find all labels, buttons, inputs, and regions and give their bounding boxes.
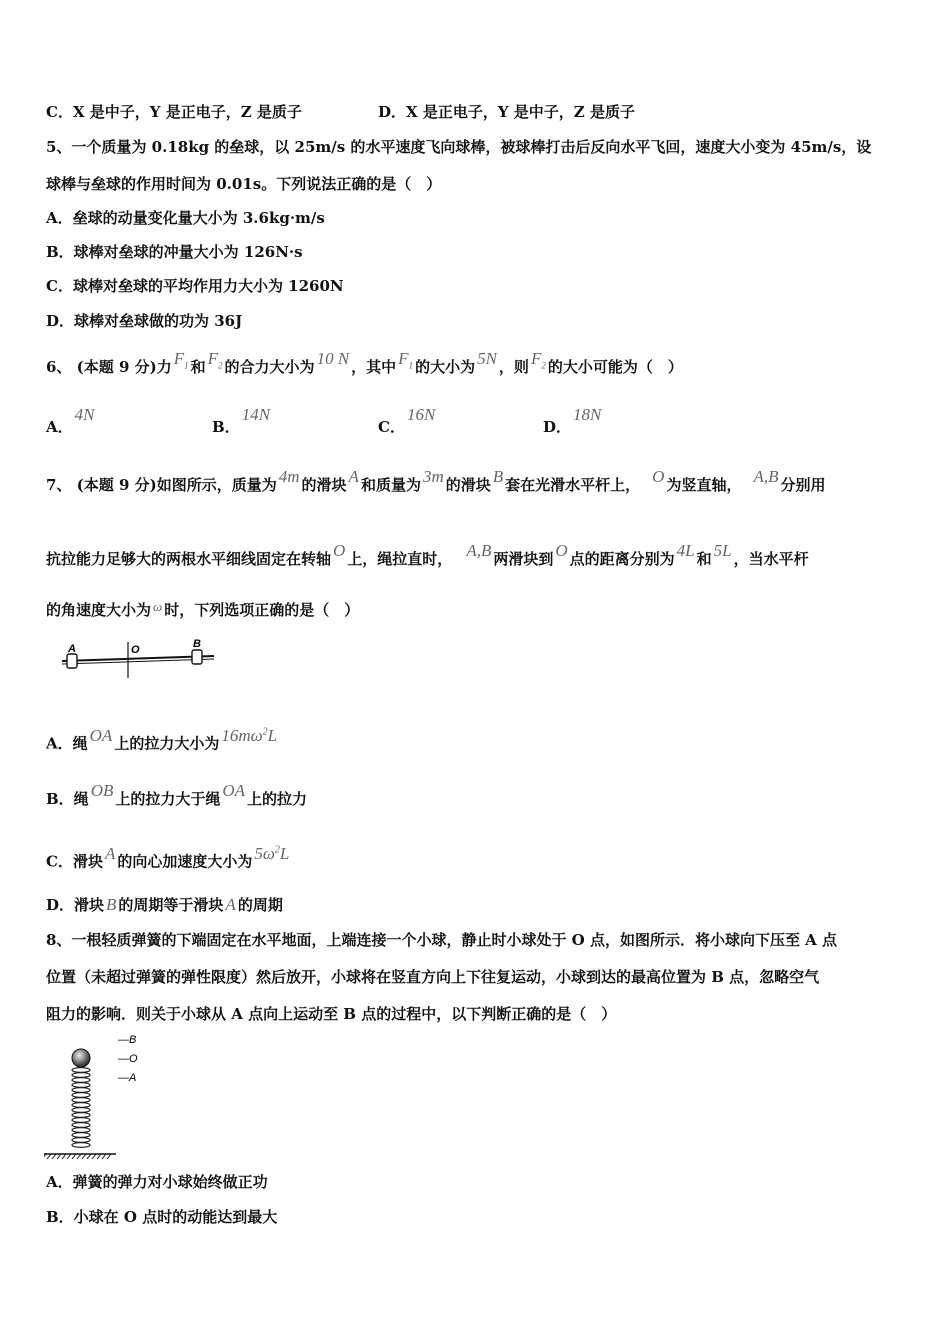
- q6-option-d: D．18N: [543, 405, 602, 436]
- block-a: [67, 654, 77, 668]
- q7-stem-line2: 抗拉能力足够大的两根水平细线固定在转轴 O 上，绳拉直时， A,B 两滑块到 O 点的距离分别为 4L 和 5L ，当水平杆: [46, 541, 809, 568]
- q7-stem-line3: 的角速度大小为 ω 时，下列选项正确的是（ ）: [46, 599, 360, 619]
- q7-option-c: C．滑块 A 的向心加速度大小为 $5\omega^2L$: [46, 843, 290, 871]
- spring-coil: [72, 1143, 90, 1148]
- block-b: [192, 650, 202, 664]
- label-a: —A: [118, 1072, 137, 1084]
- math-10n: 10 N: [316, 349, 350, 368]
- ball: [72, 1049, 90, 1067]
- q8-option-b: B．小球在 O 点时的动能达到最大: [46, 1208, 278, 1226]
- spring-coil: [72, 1103, 90, 1108]
- label-a: A: [68, 643, 76, 655]
- spring-coil: [72, 1073, 90, 1078]
- q7-option-d: D．滑块 B 的周期等于滑块 A 的周期: [46, 895, 283, 914]
- label-o: O: [131, 644, 140, 656]
- spring-coil: [72, 1068, 90, 1073]
- spring-coil: [72, 1088, 90, 1093]
- spring-diagram: [44, 1030, 154, 1160]
- spring-coil: [72, 1093, 90, 1098]
- spring-coil: [72, 1083, 90, 1088]
- q4-option-c: C．X 是中子，Y 是正电子，Z 是质子: [46, 103, 302, 121]
- q4-option-d: D．X 是正电子，Y 是中子，Z 是质子: [378, 103, 635, 121]
- spring-coils: [72, 1068, 90, 1148]
- math-f1-b: $F_1$: [398, 349, 414, 371]
- q6-stem: 6、 (本题 9 分)力 $F_1$ 和 $F_2$ 的合力大小为 10 N ，其中 $F_1$ 的大小为 5N ，则 $F_2$ 的大小可能为（ ）: [46, 349, 683, 376]
- q5-option-b: B．球棒对垒球的冲量大小为 126N·s: [46, 243, 303, 261]
- rod-diagram: [58, 636, 220, 680]
- math-5n: 5N: [477, 349, 497, 368]
- spring-coil: [72, 1128, 90, 1133]
- q8-stem-line2: 位置（未超过弹簧的弹性限度）然后放开，小球将在竖直方向上下往复运动，小球到达的最高位置为 B 点，忽略空气: [46, 968, 820, 986]
- math-f2: $F_2$: [207, 349, 223, 371]
- q8-option-a: A．弹簧的弹力对小球始终做正功: [46, 1173, 268, 1191]
- label-b: B: [193, 638, 201, 650]
- q7-option-a: A．绳 OA 上的拉力大小为 $16m\omega^2L$: [46, 725, 278, 753]
- q5-option-d: D．球棒对垒球做的功为 36J: [46, 312, 243, 330]
- q5-option-a: A．垒球的动量变化量大小为 3.6kg·m/s: [46, 209, 325, 227]
- q7-option-b: B．绳 OB 上的拉力大于绳 OA 上的拉力: [46, 781, 308, 808]
- q6-option-b: B．14N: [212, 405, 271, 436]
- q7-stem-line1: 7、 (本题 9 分)如图所示，质量为 4m 的滑块 A 和质量为 3m 的滑块 B 套在光滑水平杆上， O 为竖直轴， A,B 分别用: [46, 467, 826, 494]
- spring-coil: [72, 1138, 90, 1143]
- label-o: —O: [118, 1053, 138, 1065]
- spring-coil: [72, 1133, 90, 1138]
- math-f2-b: $F_2$: [530, 349, 546, 371]
- q5-stem-line1: 5、一个质量为 0.18kg 的垒球，以 25m/s 的水平速度飞向球棒，被球棒打击后反向水平飞回，速度大小变为 45m/s，设: [46, 138, 872, 156]
- spring-coil: [72, 1108, 90, 1113]
- q5-option-c: C．球棒对垒球的平均作用力大小为 1260N: [46, 277, 344, 295]
- q6-option-a: A．4N: [46, 405, 95, 436]
- math-f1: $F_1$: [173, 349, 189, 371]
- q6-option-c: C．16N: [378, 405, 436, 436]
- label-b: —B: [118, 1034, 137, 1046]
- q5-stem-line2: 球棒与垒球的作用时间为 0.01s。下列说法正确的是（ ）: [46, 175, 442, 193]
- spring-coil: [72, 1123, 90, 1128]
- spring-coil: [72, 1113, 90, 1118]
- q8-stem-line3: 阻力的影响．则关于小球从 A 点向上运动至 B 点的过程中，以下判断正确的是（ ）: [46, 1005, 617, 1023]
- spring-coil: [72, 1078, 90, 1083]
- spring-coil: [72, 1098, 90, 1103]
- spring-coil: [72, 1118, 90, 1123]
- q8-stem-line1: 8、一根轻质弹簧的下端固定在水平地面，上端连接一个小球，静止时小球处于 O 点，如图所示．将小球向下压至 A 点: [46, 931, 838, 949]
